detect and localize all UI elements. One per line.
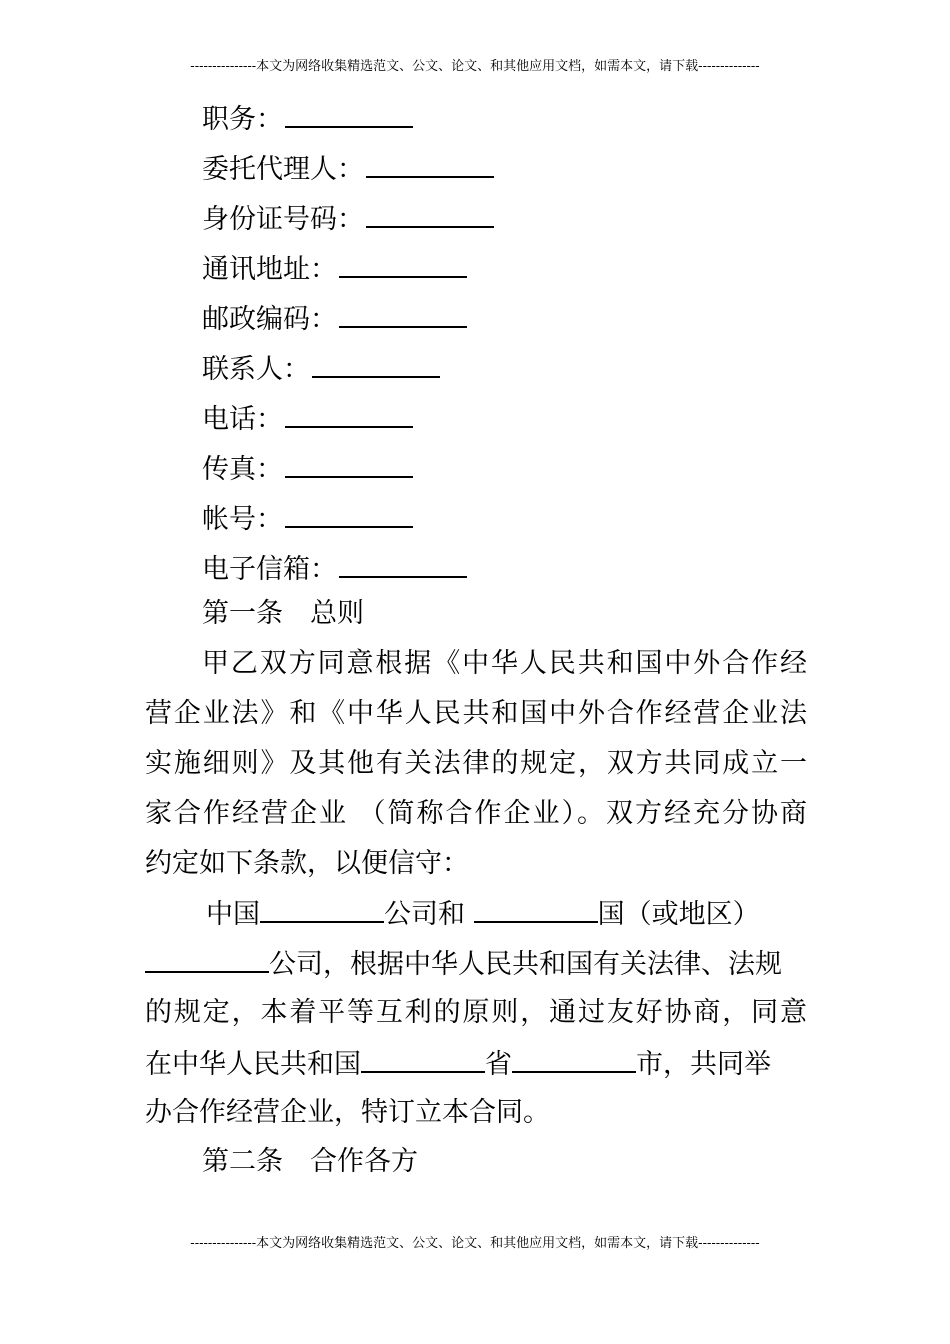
blank-line [260,897,384,923]
field-email [202,550,467,586]
field-address [202,250,467,286]
text-segment: 国（或地区） [597,899,760,930]
paragraph-line: 营企业法》和《中华人民共和国中外合作经营企业法 [145,698,807,729]
blank-line [285,450,413,478]
field-label: 电话： [202,404,283,435]
blank-line [361,1047,485,1073]
paragraph-line [145,947,807,981]
paragraph-line: 实施细则》及其他有关法律的规定，双方共同成立一 [145,748,807,779]
blank-line [339,550,467,578]
paragraph-line [145,1047,807,1081]
field-label: 身份证号码： [202,204,364,235]
field-label: 帐号： [202,504,283,535]
header-banner: ---------------本文为网络收集精选范文、公文、论文、和其他应用文档，如需本文，请下载-------------- [190,59,760,74]
blank-line [339,250,467,278]
text-segment: 在中华人民共和国 [145,1049,361,1080]
text-segment: 省 [485,1049,512,1080]
field-fax [202,450,413,486]
field-label: 邮政编码： [202,304,337,335]
blank-line [145,947,269,973]
paragraph-line: 家合作经营企业 （简称合作企业）。双方经充分协商 [145,798,807,829]
field-label: 委托代理人： [202,154,364,185]
paragraph-line: 的规定，本着平等互利的原则，通过友好协商，同意 [145,997,807,1028]
field-label: 通讯地址： [202,254,337,285]
field-label: 联系人： [202,354,310,385]
footer-banner: ---------------本文为网络收集精选范文、公文、论文、和其他应用文档，如需本文，请下载-------------- [190,1236,760,1251]
field-contact [202,350,440,386]
blank-line [312,350,440,378]
blank-line [474,897,598,923]
blank-line [366,200,494,228]
blank-line [285,400,413,428]
article-1-heading: 第一条 总则 [202,598,364,629]
field-label: 电子信箱： [202,554,337,585]
field-id-number [202,200,494,236]
blank-line [285,100,413,128]
text-segment: 中国 [206,899,260,930]
blank-line [512,1047,636,1073]
field-account [202,500,413,536]
text-segment: 公司，根据中华人民共和国有关法律、法规 [269,949,782,980]
article-2-heading: 第二条 合作各方 [202,1146,418,1177]
blank-line [366,150,494,178]
text-segment: 市，共同举 [636,1049,771,1080]
paragraph-line [206,897,807,931]
paragraph-line: 甲乙双方同意根据《中华人民共和国中外合作经 [202,648,807,679]
blank-line [339,300,467,328]
paragraph-line: 办合作经营企业，特订立本合同。 [145,1097,550,1128]
field-label: 传真： [202,454,283,485]
field-agent [202,150,494,186]
text-segment: 公司和 [384,899,465,930]
paragraph-line: 约定如下条款，以便信守： [145,848,469,879]
blank-line [285,500,413,528]
field-label: 职务： [202,104,283,135]
field-phone [202,400,413,436]
field-postcode [202,300,467,336]
field-position [202,100,413,136]
